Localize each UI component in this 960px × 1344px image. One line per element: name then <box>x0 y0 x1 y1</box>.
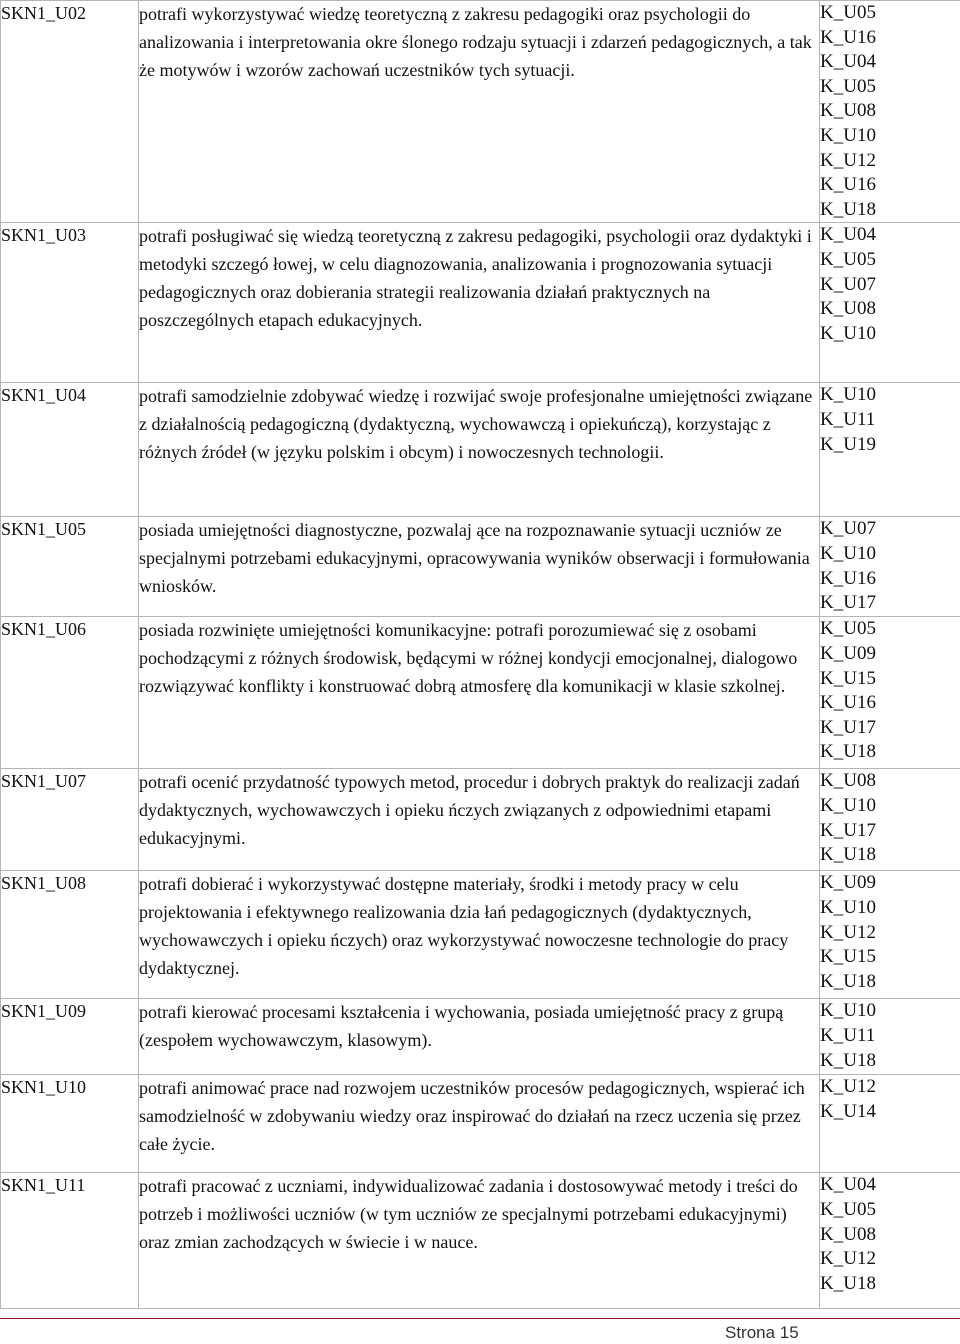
reference-code: K_U19 <box>820 433 876 455</box>
outcome-description: potrafi kierować procesami kształcenia i wychowania, posiada umiejętność pracy z grupą (zespołem wychowawczym, klasowym). <box>139 999 820 1075</box>
reference-code: K_U10 <box>820 124 876 146</box>
reference-code: K_U07 <box>820 518 876 540</box>
reference-code: K_U18 <box>820 1049 876 1071</box>
outcome-row <box>1 871 960 999</box>
outcome-row <box>1 1 960 223</box>
reference-code: K_U07 <box>820 273 876 295</box>
reference-code: K_U15 <box>820 946 876 968</box>
reference-code: K_U10 <box>820 794 876 816</box>
reference-code: K_U04 <box>820 1174 876 1196</box>
outcome-row <box>1 769 960 871</box>
outcome-code: SKN1_U03 <box>1 223 139 383</box>
outcome-code: SKN1_U10 <box>1 1075 139 1173</box>
reference-code: K_U05 <box>820 248 876 270</box>
reference-code: K_U14 <box>820 1100 876 1122</box>
outcome-row <box>1 617 960 769</box>
reference-code: K_U16 <box>820 567 876 589</box>
reference-code: K_U18 <box>820 844 876 866</box>
footer-rule <box>0 1318 960 1319</box>
outcome-code: SKN1_U09 <box>1 999 139 1075</box>
page-number: Strona 15 <box>725 1323 799 1342</box>
reference-code: K_U12 <box>820 1248 876 1270</box>
outcome-description: potrafi animować prace nad rozwojem uczestników procesów pedagogicznych, wspierać ich samodzielność w zdobywaniu wiedzy oraz inspirować do działań na rzecz uczenia się przez całe życie. <box>139 1075 820 1173</box>
outcome-row <box>1 999 960 1075</box>
outcome-code: SKN1_U04 <box>1 383 139 517</box>
outcome-row <box>1 223 960 383</box>
outcome-references <box>820 999 960 1075</box>
outcome-references <box>820 871 960 999</box>
reference-code: K_U05 <box>820 618 876 640</box>
outcome-code: SKN1_U02 <box>1 1 139 223</box>
learning-outcomes-body <box>1 1 960 1309</box>
reference-code: K_U18 <box>820 970 876 992</box>
reference-code: K_U08 <box>820 100 876 122</box>
reference-code: K_U18 <box>820 741 876 763</box>
outcome-description: potrafi samodzielnie zdobywać wiedzę i rozwijać swoje profesjonalne umiejętności związane z działalnością pedagogiczną (dydaktyczną, wychowawczą i opiekuńczą), korzystając z różnych źródeł (w języku polskim i obcym) i nowoczesnych technologii. <box>139 383 820 517</box>
reference-code: K_U09 <box>820 642 876 664</box>
reference-code: K_U05 <box>820 1198 876 1220</box>
outcome-references <box>820 1173 960 1309</box>
outcome-description: potrafi wykorzystywać wiedzę teoretyczną z zakresu pedagogiki oraz psychologii do analizowania i interpretowania okre ślonego rodzaju sytuacji i zdarzeń pedagogicznych, a tak że motywów i wzorów zachowań uczestników tych sytuacji. <box>139 1 820 223</box>
outcome-row <box>1 1173 960 1309</box>
outcome-description: posiada umiejętności diagnostyczne, pozwalaj ące na rozpoznawanie sytuacji uczniów ze specjalnymi potrzebami edukacyjnymi, opracowywania wyników obserwacji i formułowania wniosków. <box>139 517 820 617</box>
reference-code: K_U10 <box>820 384 876 406</box>
outcome-references <box>820 1 960 223</box>
outcome-description: potrafi pracować z uczniami, indywidualizować zadania i dostosowywać metody i treści do potrzeb i możliwości uczniów (w tym uczniów ze specjalnymi potrzebami edukacyjnymi) oraz zmian zachodzących w świecie i w nauce. <box>139 1173 820 1309</box>
outcome-references <box>820 769 960 871</box>
reference-code: K_U15 <box>820 667 876 689</box>
outcome-description: posiada rozwinięte umiejętności komunikacyjne: potrafi porozumiewać się z osobami pochodzącymi z różnych środowisk, będącymi w różnej kondycji emocjonalnej, dialogowo rozwiązywać konflikty i konstruować dobrą atmosferę dla komunikacji w klasie szkolnej. <box>139 617 820 769</box>
reference-code: K_U12 <box>820 921 876 943</box>
outcome-description: potrafi dobierać i wykorzystywać dostępne materiały, środki i metody pracy w celu projektowania i efektywnego realizowania dzia łań pedagogicznych (dydaktycznych, wychowawczych i opieku ńczych) oraz wykorzystywać nowoczesne technologie do pracy dydaktycznej. <box>139 871 820 999</box>
outcome-references <box>820 517 960 617</box>
page-footer <box>0 1318 960 1344</box>
reference-code: K_U11 <box>820 408 876 430</box>
reference-code: K_U16 <box>820 26 876 48</box>
outcome-code: SKN1_U06 <box>1 617 139 769</box>
reference-code: K_U08 <box>820 298 876 320</box>
reference-code: K_U17 <box>820 819 876 841</box>
reference-code: K_U17 <box>820 592 876 614</box>
outcome-code: SKN1_U11 <box>1 1173 139 1309</box>
reference-code: K_U12 <box>820 149 876 171</box>
outcome-row <box>1 1075 960 1173</box>
reference-code: K_U05 <box>820 75 876 97</box>
reference-code: K_U08 <box>820 770 876 792</box>
reference-code: K_U10 <box>820 322 876 344</box>
reference-code: K_U16 <box>820 174 876 196</box>
outcome-code: SKN1_U08 <box>1 871 139 999</box>
outcome-row <box>1 383 960 517</box>
reference-code: K_U10 <box>820 896 876 918</box>
outcome-references <box>820 223 960 383</box>
reference-code: K_U18 <box>820 198 876 220</box>
reference-code: K_U05 <box>820 2 876 23</box>
reference-code: K_U10 <box>820 1000 876 1022</box>
reference-code: K_U17 <box>820 716 876 738</box>
reference-code: K_U11 <box>820 1024 876 1046</box>
outcome-code: SKN1_U05 <box>1 517 139 617</box>
reference-code: K_U09 <box>820 872 876 894</box>
reference-code: K_U08 <box>820 1223 876 1245</box>
reference-code: K_U18 <box>820 1272 876 1294</box>
outcome-code: SKN1_U07 <box>1 769 139 871</box>
reference-code: K_U16 <box>820 692 876 714</box>
reference-code: K_U04 <box>820 51 876 73</box>
reference-code: K_U12 <box>820 1076 876 1098</box>
outcome-references <box>820 617 960 769</box>
reference-code: K_U10 <box>820 542 876 564</box>
outcome-description: potrafi posługiwać się wiedzą teoretyczną z zakresu pedagogiki, psychologii oraz dydaktyki i metodyki szczegó łowej, w celu diagnozowania, analizowania i prognozowania sytuacji pedagogicznych oraz dobierania strategii realizowania działań praktycznych na poszczególnych etapach edukacyjnych. <box>139 223 820 383</box>
outcome-references <box>820 383 960 517</box>
outcome-row <box>1 517 960 617</box>
outcome-description: potrafi ocenić przydatność typowych metod, procedur i dobrych praktyk do realizacji zadań dydaktycznych, wychowawczych i opieku ńczych związanych z odpowiednimi etapami edukacyjnymi. <box>139 769 820 871</box>
reference-code: K_U04 <box>820 224 876 246</box>
outcome-references <box>820 1075 960 1173</box>
